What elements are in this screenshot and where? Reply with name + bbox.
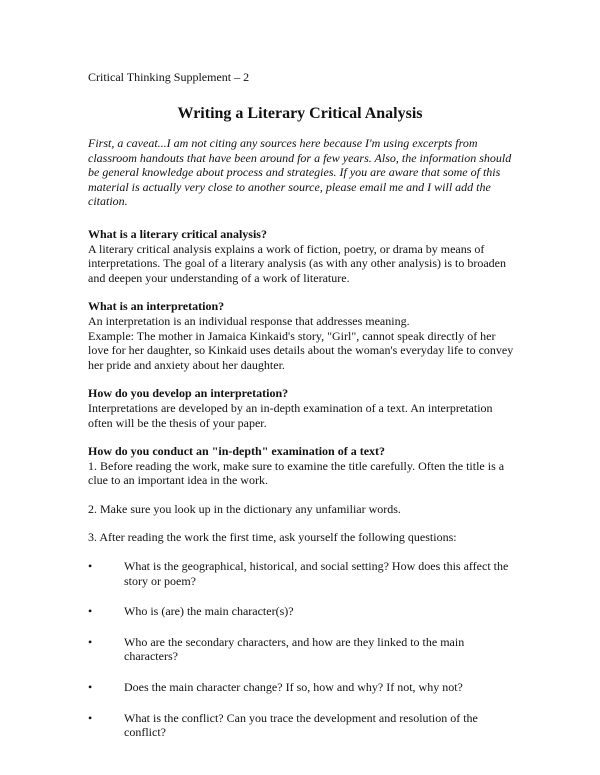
list-item-text: What is the conflict? Can you trace the development and resolution of the conflict? [124,710,478,740]
section-literary-analysis [88,227,518,285]
section-in-depth-examination [88,444,518,740]
list-item-text: Who are the secondary characters, and how are they linked to the main characters? [124,634,465,664]
list-item [88,711,518,740]
section-interpretation [88,299,518,372]
bullet-icon: • [88,559,93,574]
list-item-text: Who is (are) the main character(s)? [124,604,294,619]
question-list [88,559,518,740]
caveat-paragraph: First, a caveat...I am not citing any sources here because I'm using excerpts from classroom handouts that have been around for a few years. Also, the information should be general knowledge about process and strategies. If you are aware that some of this material is actually very close to another source, please email me and I will add the citation. [88,136,512,209]
step-item: 2. Make sure you look up in the dictionary any unfamiliar words. [88,501,401,516]
section-paragraph: Interpretations are developed by an in-depth examination of a text. An interpretation often will be the thesis of your paper. [88,400,493,430]
page-title: Writing a Literary Critical Analysis [177,105,423,122]
bullet-icon: • [88,710,93,725]
list-item [88,559,518,588]
list-item-text: Does the main character change? If so, how and why? If not, why not? [124,680,463,695]
step-item: 1. Before reading the work, make sure to examine the title carefully. Often the title is a clue to an important idea in the work. [88,458,505,488]
bullet-icon: • [88,634,93,649]
list-item [88,680,518,695]
bullet-icon: • [88,680,93,695]
section-heading: What is an interpretation? [88,299,225,314]
document-body [88,136,518,756]
section-heading: What is a literary critical analysis? [88,226,267,241]
list-item-text: What is the geographical, historical, and social setting? How does this affect the story or poem? [124,559,509,588]
section-paragraph: A literary critical analysis explains a work of fiction, poetry, or drama by means of interpretations. The goal of a literary analysis (as with any other analysis) is to broaden and deepen your understanding of a work of literature. [88,241,506,285]
list-item [88,604,518,619]
list-item [88,635,518,664]
section-paragraph: An interpretation is an individual response that addresses meaning. [88,313,410,328]
section-develop-interpretation [88,386,518,430]
example-paragraph: Example: The mother in Jamaica Kinkaid's story, "Girl", cannot speak directly of her love for her daughter, so Kinkaid uses details about the woman's everyday life to convey her pride and anxiety about her daughter. [88,328,514,372]
section-heading: How do you conduct an "in-depth" examination of a text? [88,444,386,459]
section-heading: How do you develop an interpretation? [88,386,289,401]
supplement-label: Critical Thinking Supplement – 2 [88,70,250,84]
step-item: 3. After reading the work the first time, ask yourself the following questions: [88,530,457,545]
bullet-icon: • [88,604,93,619]
